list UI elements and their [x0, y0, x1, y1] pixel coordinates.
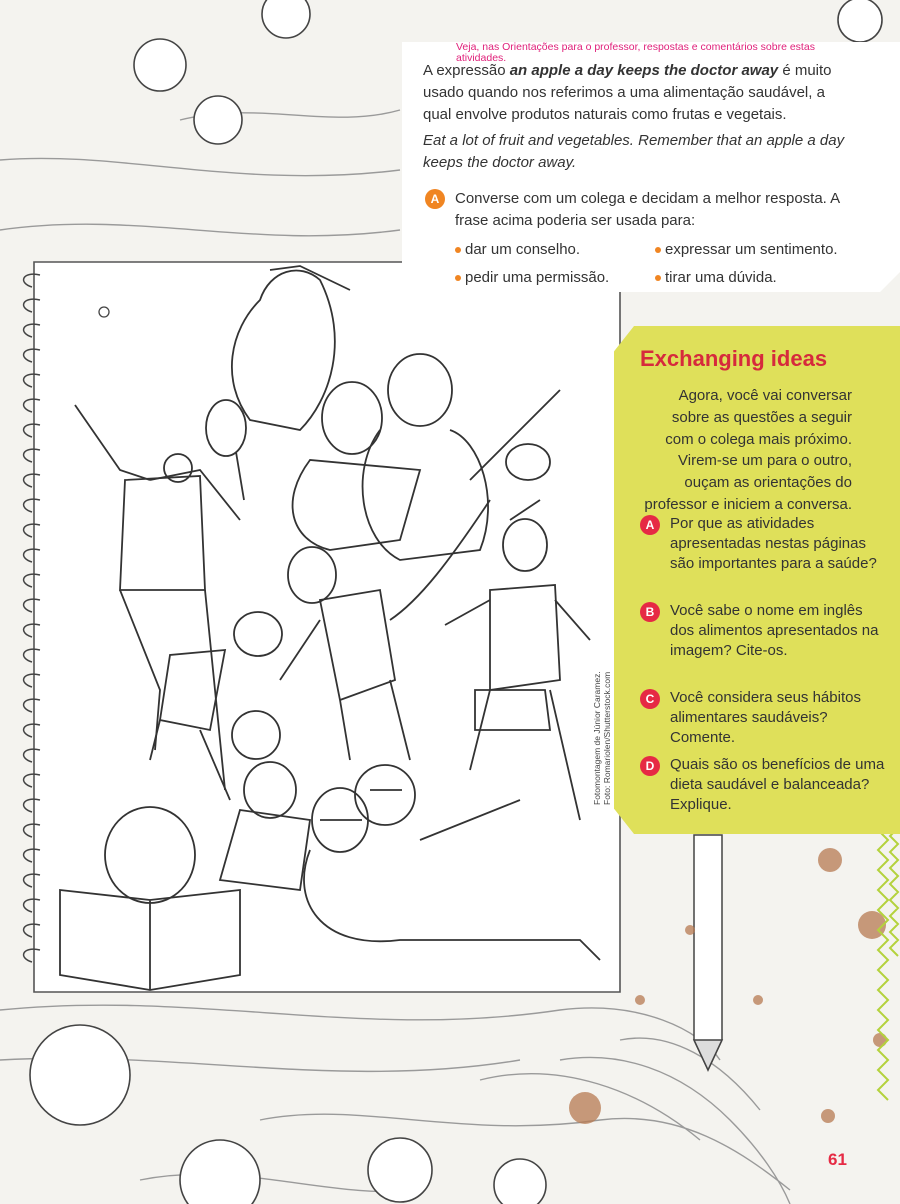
photo-credit: [592, 671, 612, 805]
panel-question-b: [640, 601, 890, 661]
question-letter-badge: D: [640, 756, 660, 776]
option-item: dar um conselho.: [455, 236, 655, 264]
expression-highlight: an apple a day keeps the doctor away: [509, 62, 779, 79]
panel-question-d: [640, 755, 890, 815]
panel-question-a: [640, 514, 890, 574]
intro-text-end: é muito usado quando nos referimos a uma alimentação saudável, a qual envolve produtos naturais como frutas e vegetais.: [423, 62, 832, 123]
activity-question: [423, 188, 853, 232]
question-text: Quais são os benefícios de uma dieta saudável e balanceada? Explique.: [670, 756, 885, 813]
intro-content: [423, 60, 853, 292]
question-text: Você sabe o nome em inglês dos alimentos apresentados na imagem? Cite-os.: [670, 602, 879, 659]
pencil-drawing: [694, 835, 722, 1070]
panel-title: Exchanging ideas: [640, 346, 828, 371]
question-letter-badge: A: [640, 515, 660, 535]
question-text: Por que as atividades apresentadas nestas páginas são importantes para a saúde?: [670, 515, 877, 572]
option-item: pedir uma permissão.: [455, 264, 655, 292]
example-sentence: [423, 130, 853, 174]
teacher-note: Veja, nas Orientações para o professor, respostas e comentários sobre estas atividades.: [456, 41, 815, 64]
question-letter-badge: B: [640, 602, 660, 622]
question-text: Você considera seus hábitos alimentares saudáveis? Comente.: [670, 689, 861, 746]
tennis-ball-drawing: [99, 307, 109, 317]
intro-paragraph: [423, 60, 853, 126]
activity-options: [423, 236, 853, 292]
credit-line-1: Fotomontagem de Júnior Caramez.: [592, 671, 602, 805]
option-item: expressar um sentimento.: [655, 236, 855, 264]
panel-question-c: [640, 688, 890, 748]
intro-text-start: A expressão: [423, 62, 510, 79]
panel-intro: Agora, você vai conversar sobre as questões a seguir com o colega mais próximo. Virem-se um para o outro, ouçam as orientações do professor e iniciem a conversa.: [644, 387, 852, 513]
page-number: 61: [828, 1150, 847, 1169]
credit-line-2: Foto: Romariolen/Shutterstock.com: [602, 671, 612, 805]
activity-question-text: Converse com um colega e decidam a melhor resposta. A frase acima poderia ser usada para:: [455, 190, 840, 229]
question-letter-badge: C: [640, 689, 660, 709]
option-item: tirar uma dúvida.: [655, 264, 855, 292]
activity-letter-badge: A: [425, 189, 445, 209]
example-text: Eat a lot of fruit and vegetables. Remember that an apple a day keeps the doctor away.: [423, 132, 845, 171]
